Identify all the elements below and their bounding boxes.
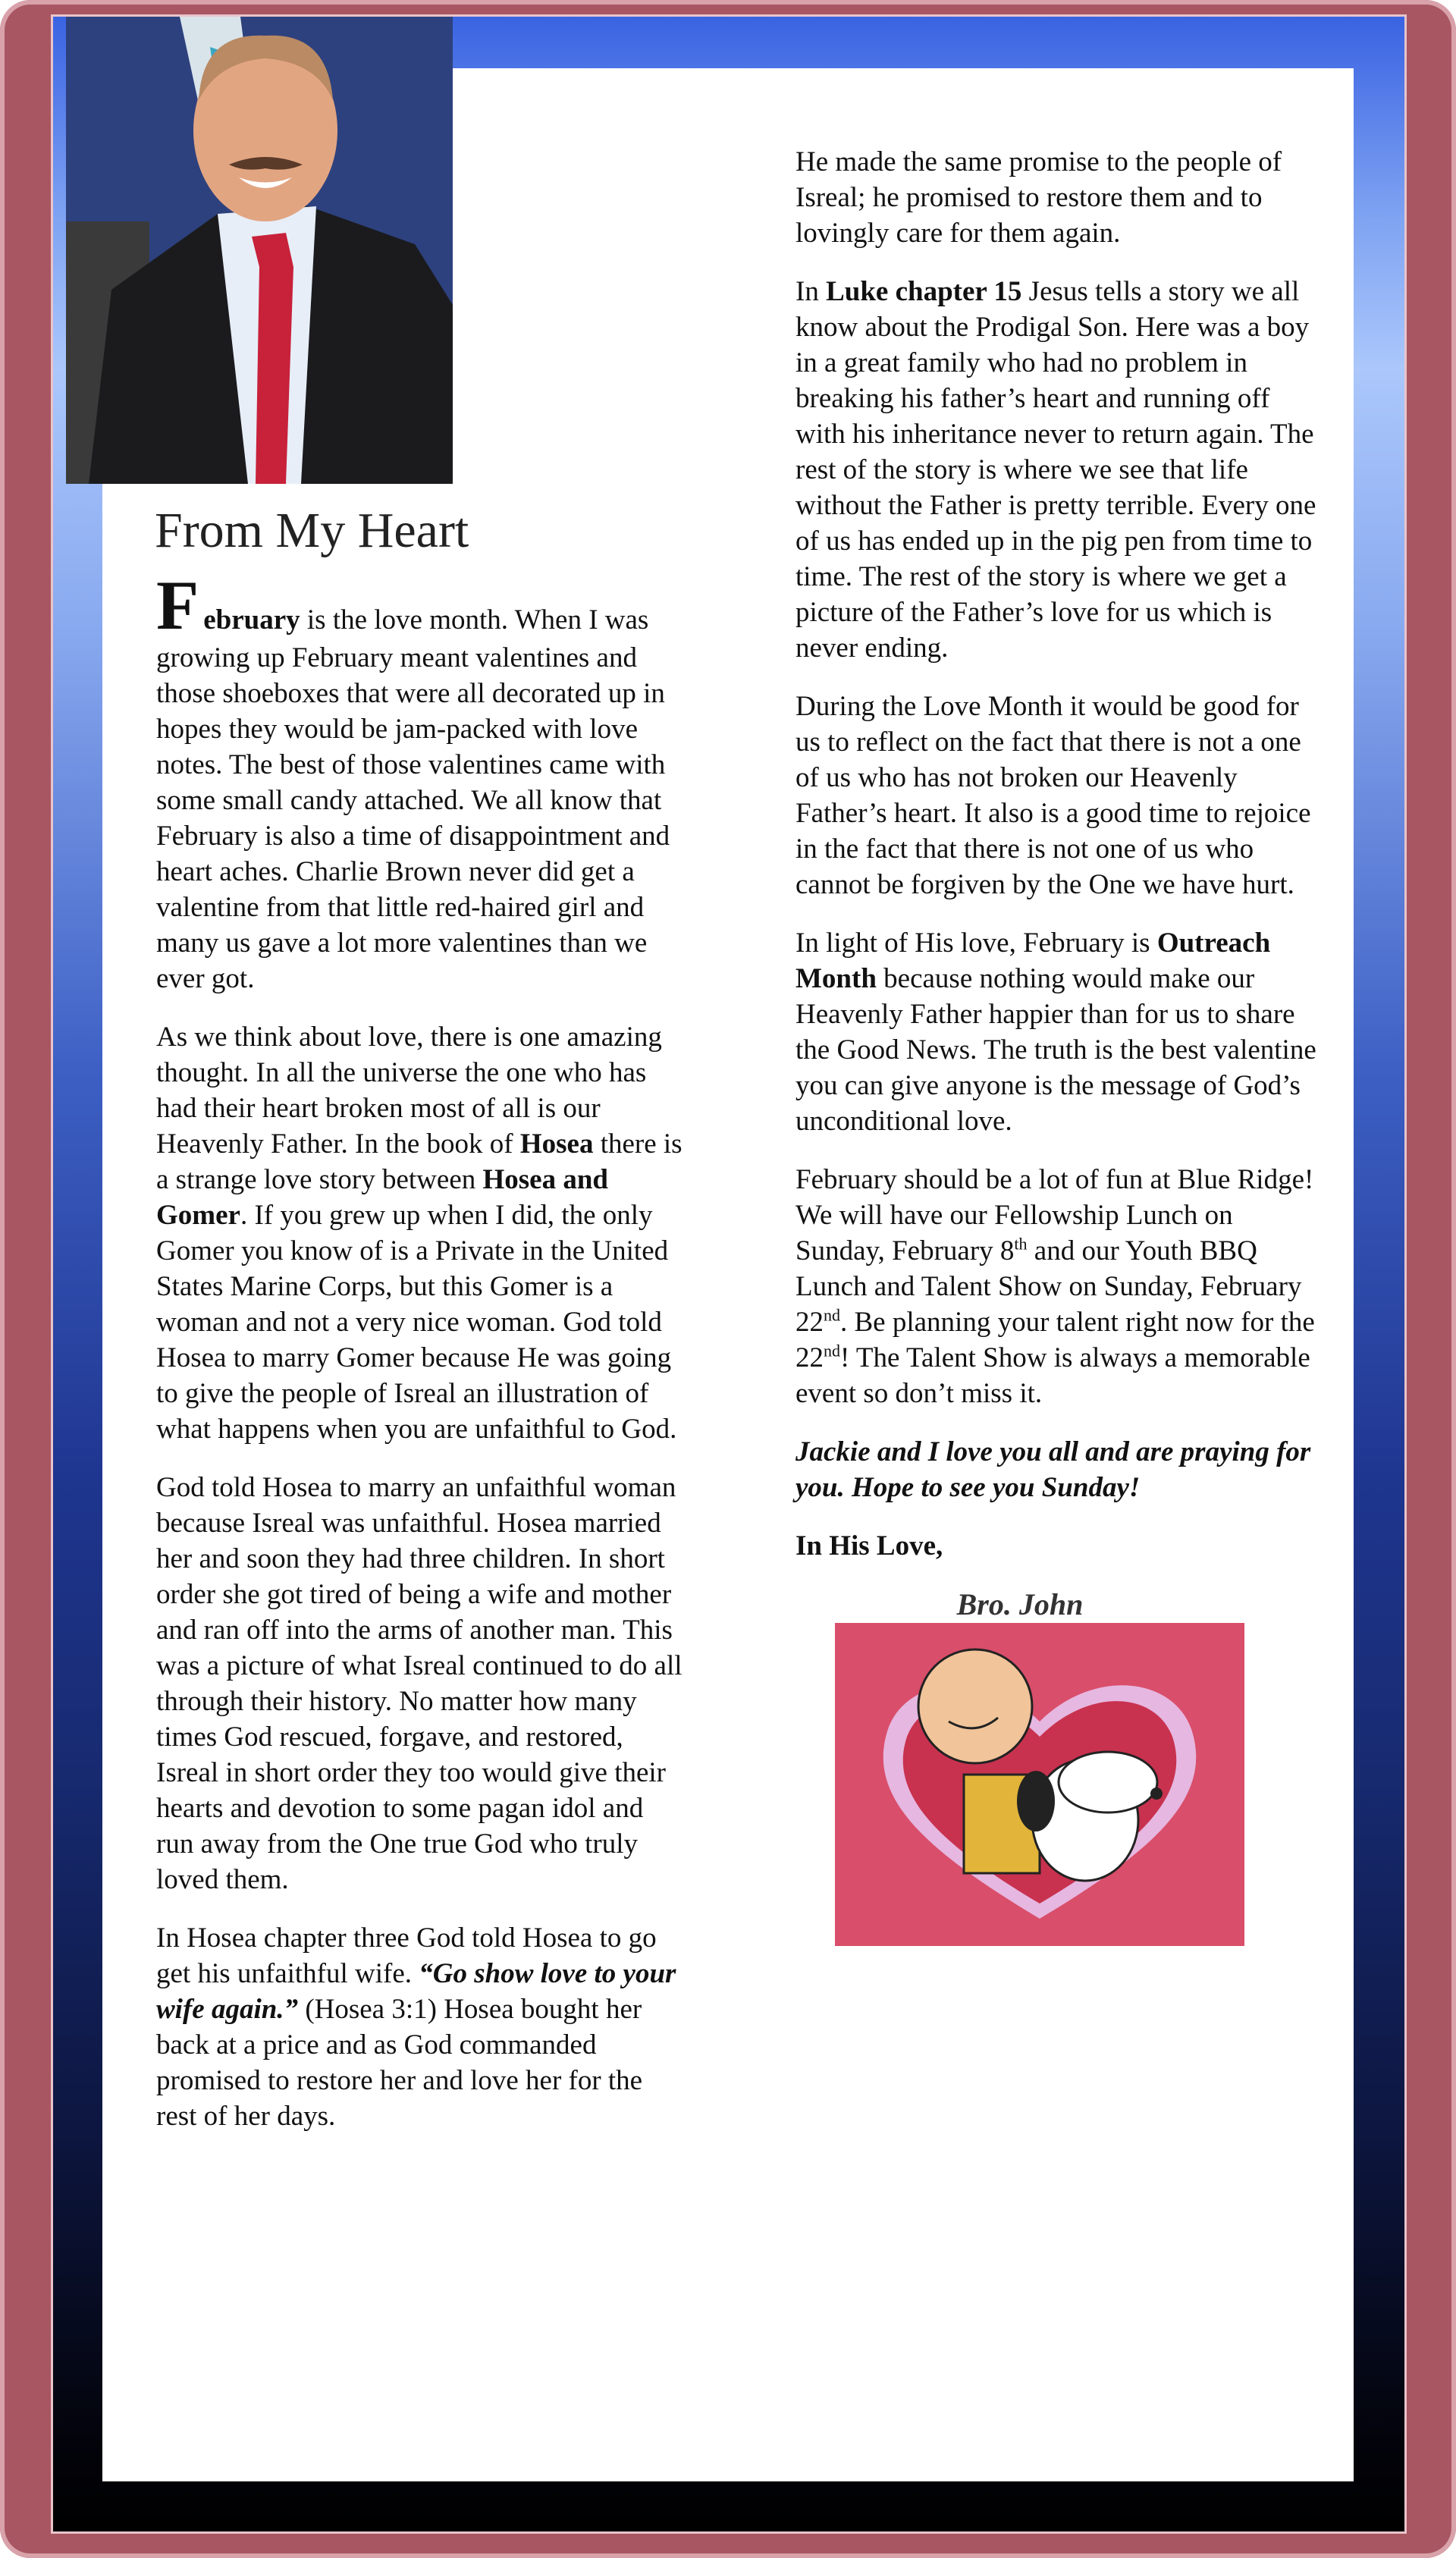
paragraph: [795, 1434, 1326, 1505]
text-run: He made the same promise to the people of Isreal; he promised to restore them and to lovingly care for them again.: [795, 146, 1282, 249]
text-run: is the love month. When I was growing up February meant valentines and those shoeboxes that were all decorated up in hopes they would be jam-packed with love notes. The best of those valentines came with some small candy attached. We all know that February is also a time of disappointment and heart aches. Charlie Brown never did get a valentine from that little red-haired girl and many us gave a lot more valentines than we ever got.: [156, 604, 670, 994]
text-run: there is a strange love story between: [156, 1128, 682, 1195]
text-run: Jackie and I love you all and are praying for you. Hope to see you Sunday!: [795, 1436, 1311, 1503]
paragraph: [795, 274, 1326, 666]
text-run: God told Hosea to marry an unfaithful woman because Isreal was unfaithful. Hosea married her and soon they had three children. In short order she got tired of being a wife and mother and ran off into the arms of another man. This was a picture of what Isreal continued to do all through their history. No matter how many times God rescued, forgave, and restored, Isreal in short order they too would give their hearts and devotion to some pagan idol and run away from the One true God who truly loved them.: [156, 1472, 682, 1895]
text-run: Hosea and Gomer: [156, 1164, 609, 1231]
drop-cap: F: [156, 567, 199, 644]
text-run: and our Youth BBQ Lunch and Talent Show on Sunday, February 22: [795, 1235, 1302, 1338]
right-column-wrapper: [795, 144, 1326, 1946]
paragraph: [156, 1920, 687, 2134]
pastor-photo: [66, 17, 453, 484]
text-run: In light of His love, February is: [795, 927, 1157, 959]
text-run: because nothing would make our Heavenly Father happier than for us to share the Good News. The truth is the best valentine you can give anyone is the message of God’s unconditional love.: [795, 963, 1316, 1137]
text-run: During the Love Month it would be good for us to reflect on the fact that there is not a one of us who has not broken our Heavenly Father’s heart. It also is a good time to rejoice in the fact that there is not one of us who cannot be forgiven by the One we have hurt.: [795, 691, 1311, 900]
charlie-brown-snoopy-valentine-image: [835, 1623, 1244, 1946]
right-column: [795, 144, 1326, 1564]
text-run: In: [795, 276, 827, 307]
text-run: Hosea: [519, 1128, 594, 1160]
left-column: [156, 567, 687, 2157]
paragraph: [795, 925, 1326, 1139]
text-run: Jesus tells a story we all know about the Prodigal Son. Here was a boy in a great family who had no problem in breaking his father’s heart and running off with his inheritance never to return again. The rest of the story is where we see that life without the Father is pretty terrible. Every one of us has ended up in the pig pen from time to time. The rest of the story is where we get a picture of the Father’s love for us which is never ending.: [795, 276, 1316, 664]
text-run: In Hosea chapter three God told Hosea to go get his unfaithful wife.: [156, 1922, 657, 1989]
text-run: As we think about love, there is one amazing thought. In all the universe the one who has had their heart broken most of all is our Heavenly Father. In the book of: [156, 1022, 662, 1160]
paragraph: [795, 1162, 1326, 1411]
paragraph: [156, 1470, 687, 1897]
text-run: . If you grew up when I did, the only Gomer you know of is a Private in the United States Marine Corps, but this Gomer is a woman and not a very nice woman. God told Hosea to marry Gomer because He was going to give the people of Isreal an illustration of what happens when you are unfaithful to God.: [156, 1200, 677, 1445]
paragraph: [156, 567, 687, 997]
article-title: From My Heart: [155, 503, 469, 558]
signature: Bro. John: [956, 1587, 1084, 1621]
text-run: In His Love,: [795, 1530, 943, 1561]
paragraph: [795, 144, 1326, 251]
text-run: nd: [824, 1341, 840, 1361]
text-run: . Be planning your talent right now for the 22: [795, 1307, 1315, 1373]
text-run: th: [1014, 1234, 1028, 1254]
text-run: Luke chapter 15: [826, 276, 1022, 307]
text-run: February should be a lot of fun at Blue Ridge! We will have our Fellowship Lunch on Sunday, February 8: [795, 1164, 1314, 1266]
text-run: (Hosea 3:1) Hosea bought her back at a price and as God commanded promised to restore her and love her for the rest of her days.: [156, 1994, 643, 2132]
paragraph: [795, 1528, 1326, 1564]
paragraph: [795, 689, 1326, 902]
text-run: “Go show love to your wife again.”: [156, 1958, 676, 2025]
text-run: nd: [824, 1305, 840, 1325]
text-run: ! The Talent Show is always a memorable event so don’t miss it.: [795, 1342, 1310, 1409]
paragraph: [156, 1019, 687, 1447]
text-run: ebruary: [203, 604, 300, 636]
text-run: Outreach Month: [795, 927, 1271, 994]
